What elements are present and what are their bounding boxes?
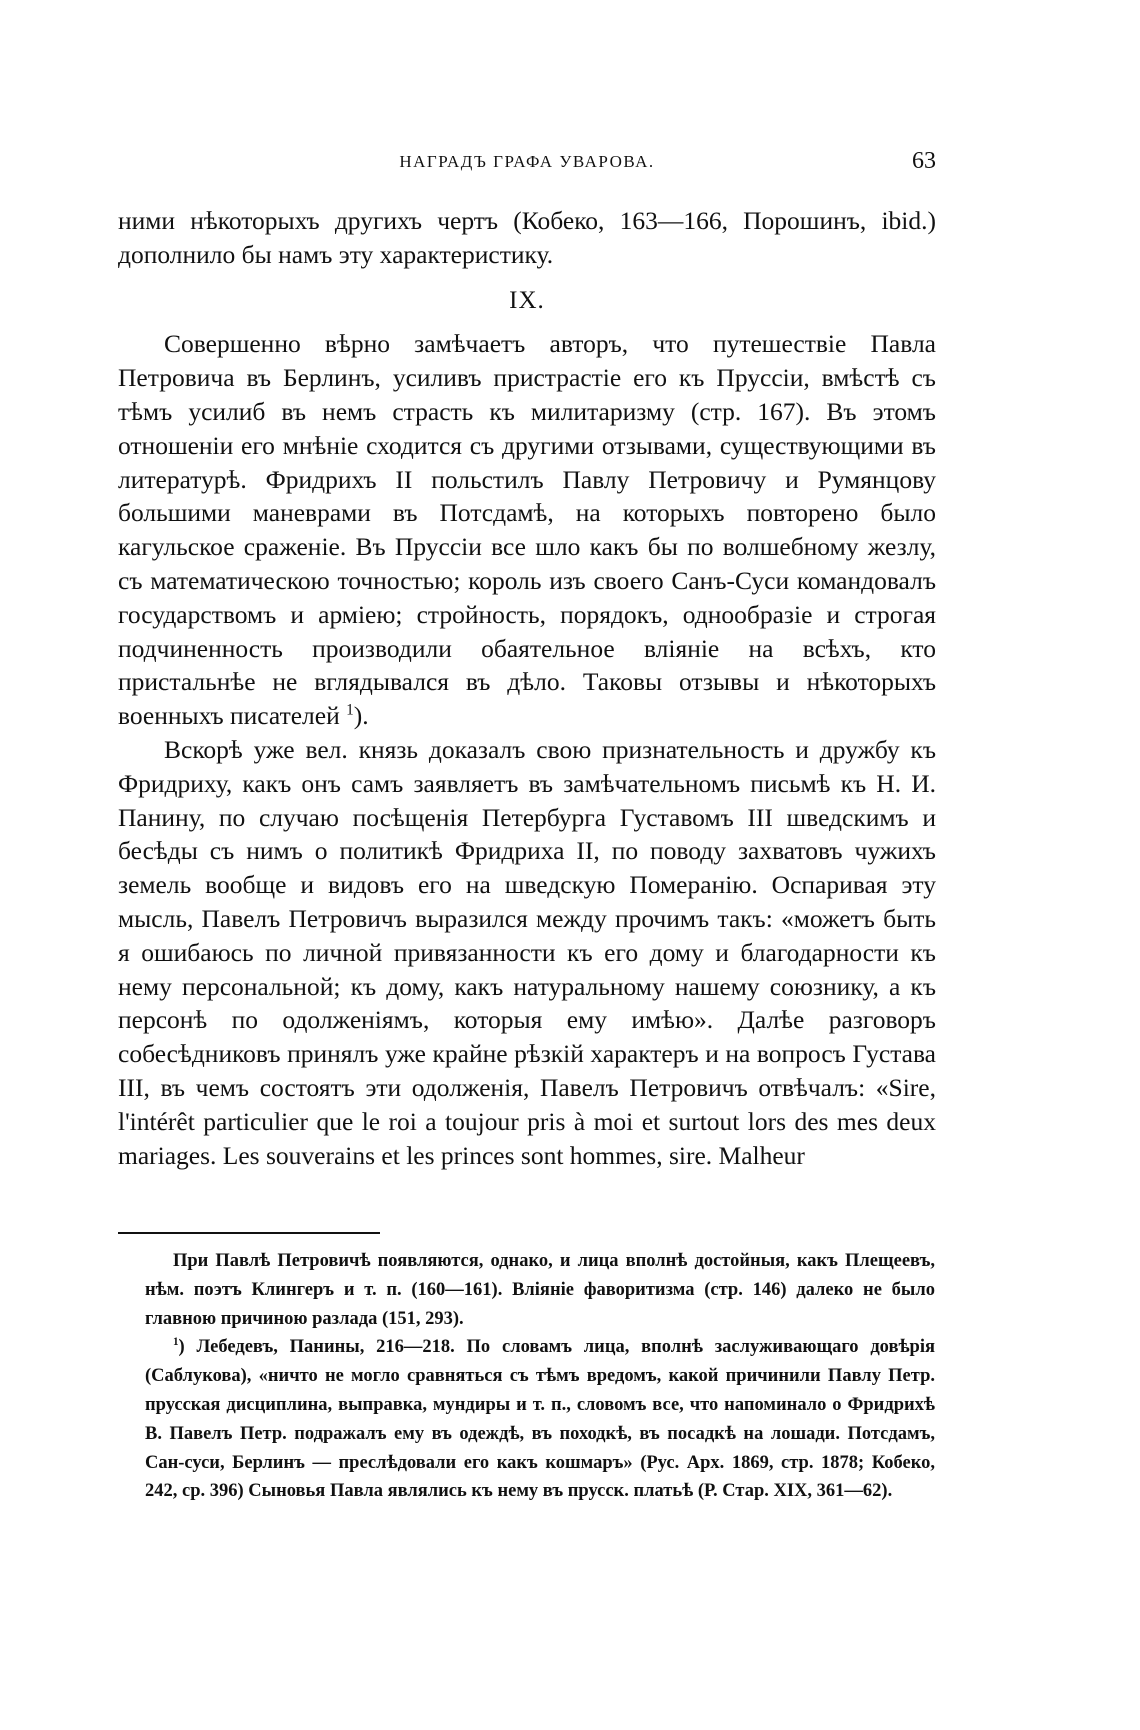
page-number: 63 [912, 148, 936, 174]
running-title: НАГРАДЪ ГРАФА УВАРОВА. [399, 152, 655, 171]
footnote-1 [145, 1333, 935, 1506]
paragraph-2: Вскорѣ уже вел. князь доказалъ свою признательность и дружбу къ Фридриху, какъ онъ самъ заявляетъ въ замѣчательномъ письмѣ къ Н. И. Панину, по случаю посѣщенія Петербурга Густавомъ III шведскимъ и бесѣды съ нимъ о политикѣ Фридриха II, по поводу захватовъ чужихъ земель вообще и видовъ его на шведскую Померанію. Оспаривая эту мысль, Павелъ Петровичъ выразился между прочимъ такъ: «можетъ быть я ошибаюсь по личной привязанности къ его дому и благодарности къ нему персональной; къ дому, какъ натуральному нашему союзнику, а къ персонѣ по одолженіямъ, которыя ему имѣю». Далѣе разговоръ собесѣдниковъ принялъ уже крайне рѣзкій характеръ и на вопросъ Густава III, въ чемъ состоятъ эти одолженія, Павелъ Петровичъ отвѣчалъ: «Sire, l'intérêt particulier que le roi a toujour pris à moi et surtout lors des mes deux mariages. Les souverains et les princes sont hommes, sire. Malheur [118, 734, 936, 1170]
footnote-continued: При Павлѣ Петровичѣ появляются, однако, и лица вполнѣ достойныя, какъ Плещеевъ, нѣм. поэтъ Клингеръ и т. п. (160—161). Вліяніе фаворитизма (стр. 146) далеко не было главною причиною разлада (151, 293). [145, 1251, 935, 1329]
footnotes [145, 1247, 935, 1506]
footnote-reference: 1 [346, 701, 354, 719]
paragraph-1 [118, 327, 936, 733]
footnote-1-text: ) Лебедевъ, Панины, 216—218. По словамъ лица, вполнѣ заслуживающаго довѣрія (Саблукова), «ничто не могло сравняться съ тѣмъ вредомъ, какой причинили Павлу Петр. прусская дисциплина, выправка, мундиры и т. п., словомъ все, что напоминало о Фридрихѣ В. Павелъ Петр. подражалъ ему въ одеждѣ, въ походкѣ, въ посадкѣ на лошади. Потсдамъ, Сан-суси, Берлинъ — преслѣдовали его какъ кошмаръ» (Рус. Арх. 1869, стр. 1878; Кобеко, 242, ср. 396) Сыновья Павла являлись къ нему въ прусск. платьѣ (Р. Стар. XIX, 361—62). [145, 1337, 935, 1502]
section-heading: IX. [509, 286, 545, 314]
paragraph-1-text: Совершенно вѣрно замѣчаетъ авторъ, что путешествіе Павла Петровича въ Берлинъ, усиливъ пристрастіе его къ Пруссіи, вмѣстѣ съ тѣмъ усилиб въ немъ страсть къ милитаризму (стр. 167). Въ этомъ отношеніи его мнѣніе сходится съ другими отзывами, существующими въ литературѣ. Фридрихъ II польстилъ Павлу Петровичу и Румянцову большими маневрами въ Потсдамѣ, на которыхъ повторено было кагульское сраженіе. Въ Пруссіи все шло какъ бы по волшебному жезлу, съ математическою точностью; король изъ своего Санъ-Суси командовалъ государствомъ и арміею; стройность, порядокъ, однообразіе и строгая подчиненность производили обаятельное вліяніе на всѣхъ, кто пристальнѣе не вглядывался въ дѣло. Таковы отзывы и нѣкоторыхъ военныхъ писателей [118, 329, 936, 731]
intro-paragraph: ними нѣкоторыхъ другихъ чертъ (Кобеко, 163—166, Порошинъ, ibid.) дополнило бы намъ эту характеристику. [118, 206, 936, 269]
paragraph-1-end: ). [353, 701, 369, 731]
main-text [118, 204, 936, 1172]
footnote-1-marker: 1 [173, 1336, 179, 1349]
footnote-divider [118, 1232, 380, 1234]
page-header [118, 148, 936, 178]
